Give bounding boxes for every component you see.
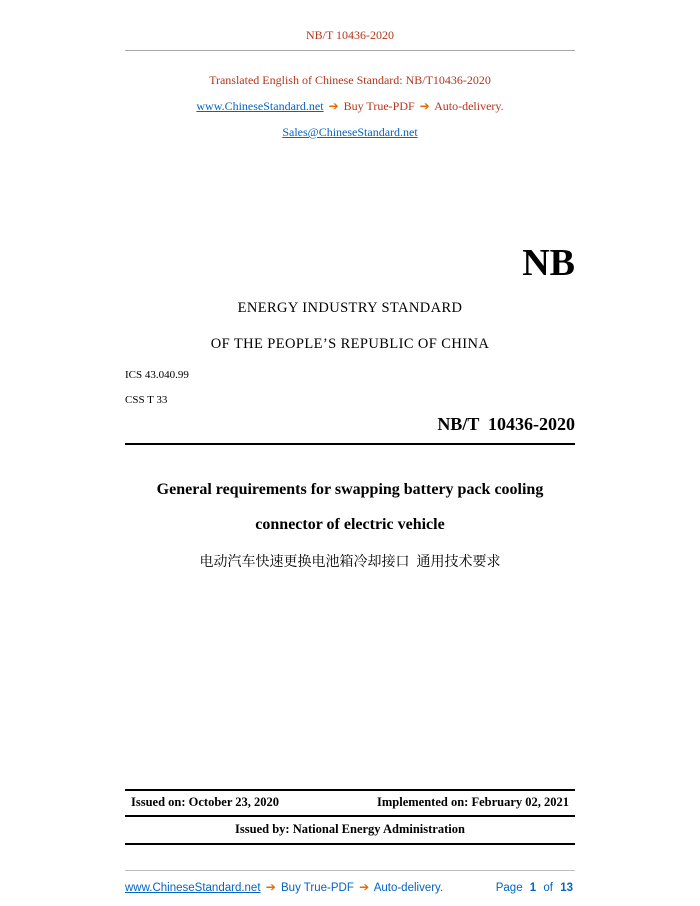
footer-buy-line [125, 880, 443, 894]
standard-name-line1: ENERGY INDUSTRY STANDARD [237, 299, 463, 316]
page-label: Page [495, 882, 523, 894]
sales-email-link[interactable]: Sales@ChineseStandard.net [282, 125, 418, 139]
footer-delivery-text: Auto-delivery. [373, 882, 444, 894]
header-red-block [125, 73, 575, 140]
translated-line: Translated English of Chinese Standard: NB/T10436-2020 [209, 73, 491, 87]
site-link[interactable]: www.ChineseStandard.net [196, 99, 324, 113]
sales-line [125, 125, 575, 140]
header-doc-number: NB/T 10436-2020 [305, 28, 395, 42]
page-footer [125, 870, 575, 894]
issuance-row-dates [125, 791, 575, 817]
title-en-line2: connector of electric vehicle [255, 515, 445, 533]
css-code: CSS T 33 [125, 393, 168, 406]
buy-text: Buy True-PDF [343, 99, 415, 113]
of-label: of [543, 882, 553, 894]
ics-code: ICS 43.040.99 [125, 368, 189, 381]
issued-by: Issued by: National Energy Administration [125, 817, 575, 845]
footer-rule [125, 870, 575, 871]
doc-number: NB/T 10436-2020 [437, 413, 575, 434]
footer-buy-text: Buy True-PDF [281, 882, 354, 894]
arrow-icon: ➔ [328, 99, 339, 113]
issued-on: Issued on: October 23, 2020 [131, 795, 280, 809]
title-en-line1: General requirements for swapping battery pack cooling [156, 480, 544, 498]
standard-name-line2: OF THE PEOPLE’S REPUBLIC OF CHINA [210, 335, 490, 352]
total-pages: 13 [560, 882, 573, 894]
title-zh: 电动汽车快速更换电池箱冷却接口 通用技术要求 [199, 554, 501, 570]
buy-line [125, 99, 575, 114]
footer-arrow-icon: ➔ [265, 880, 276, 894]
issuance-table [125, 789, 575, 845]
footer-site-link[interactable]: www.ChineseStandard.net [125, 882, 261, 894]
title-rule [125, 443, 575, 445]
page-indicator [494, 882, 575, 894]
implemented-on: Implemented on: February 02, 2021 [377, 795, 569, 809]
arrow-icon: ➔ [419, 99, 430, 113]
footer-arrow-icon: ➔ [359, 880, 370, 894]
delivery-text: Auto-delivery. [434, 99, 504, 113]
nb-logo: NB [522, 242, 575, 284]
header-rule [125, 50, 575, 51]
page-number: 1 [529, 882, 537, 894]
